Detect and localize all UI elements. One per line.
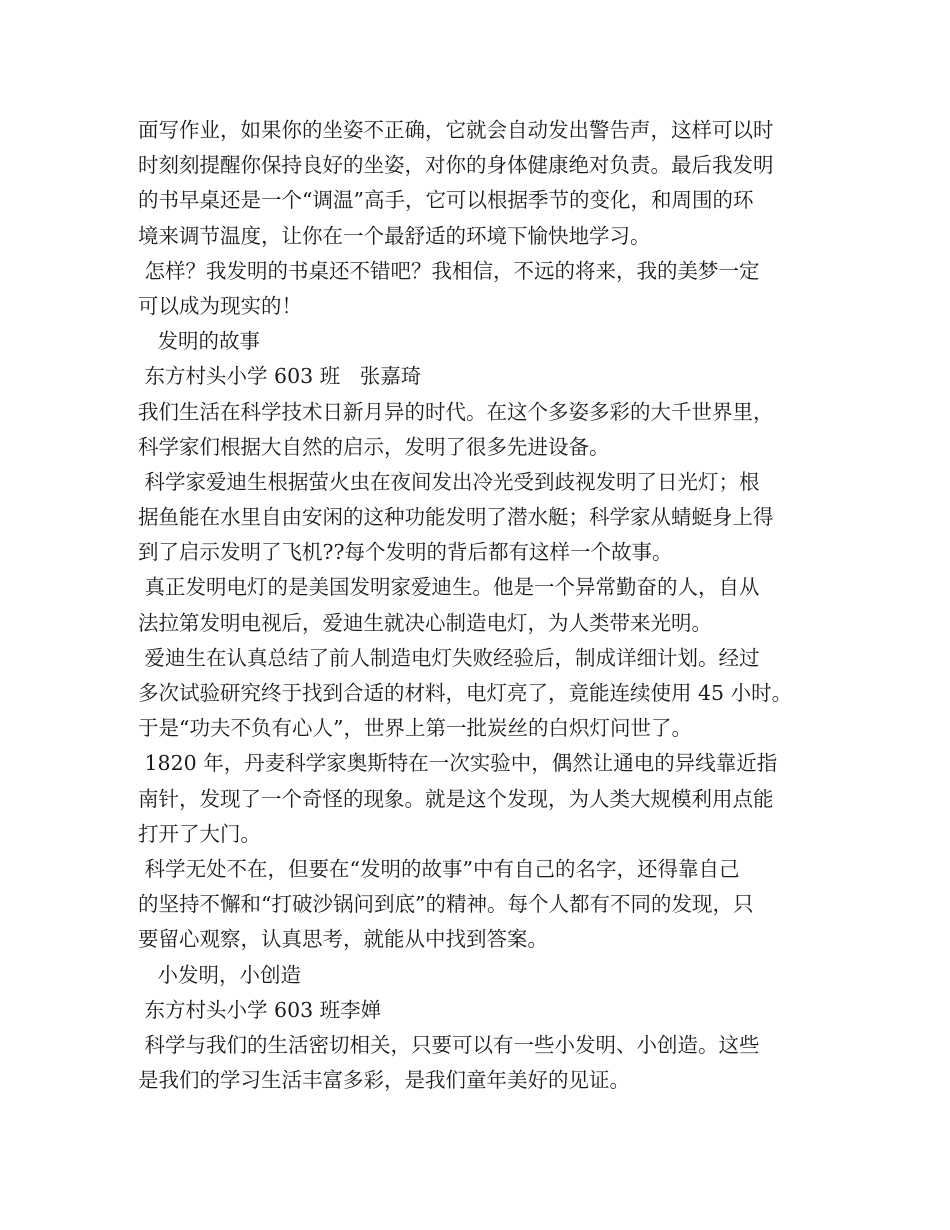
- text-line: 东方村头小学 603 班 张嘉琦: [138, 364, 422, 389]
- text-line: 境来调节温度，让你在一个最舒适的环境下愉快地学习。: [138, 223, 651, 248]
- text-line: 法拉第发明电视后，爱迪生就决心制造电灯，为人类带来光明。: [138, 610, 712, 635]
- text-line: 爱迪生在认真总结了前人制造电灯失败经验后，制成详细计划。经过: [138, 645, 760, 670]
- text-line: 的坚持不懈和“打破沙锅问到底”的精神。每个人都有不同的发现，只: [138, 892, 754, 917]
- text-line: 的书早桌还是一个“调温”高手，它可以根据季节的变化，和周围的环: [138, 188, 754, 213]
- text-line: 要留心观察，认真思考，就能从中找到答案。: [138, 927, 548, 952]
- text-line: 于是“功夫不负有心人”，世界上第一批炭丝的白炽灯问世了。: [138, 716, 692, 741]
- text-line: 南针，发现了一个奇怪的现象。就是这个发现，为人类大规模利用点能: [138, 786, 774, 811]
- text-line: 科学家们根据大自然的启示，发明了很多先进设备。: [138, 434, 610, 459]
- text-line: 1820 年，丹麦科学家奥斯特在一次实验中，偶然让通电的异线靠近指: [138, 751, 778, 776]
- text-line: 真正发明电灯的是美国发明家爱迪生。他是一个异常勤奋的人，自从: [138, 575, 760, 600]
- text-line: 据鱼能在水里自由安闲的这种功能发明了潜水艇；科学家从蜻蜓身上得: [138, 505, 774, 530]
- text-line: 发明的故事: [138, 329, 261, 354]
- text-line: 东方村头小学 603 班李婵: [138, 997, 382, 1022]
- text-line: 面写作业，如果你的坐姿不正确，它就会自动发出警告声，这样可以时: [138, 118, 774, 142]
- text-line: 科学无处不在，但要在“发明的故事”中有自己的名字，还得靠自己: [138, 856, 740, 881]
- text-line: 到了启示发明了飞机??每个发明的背后都有这样一个故事。: [138, 540, 673, 565]
- text-line: 科学与我们的生活密切相关，只要可以有一些小发明、小创造。这些: [138, 1032, 760, 1057]
- text-line: 科学家爱迪生根据萤火虫在夜间发出冷光受到歧视发明了日光灯；根: [138, 469, 760, 494]
- document-body: [138, 113, 828, 1098]
- text-line: 是我们的学习生活丰富多彩，是我们童年美好的见证。: [138, 1068, 630, 1093]
- text-line: 打开了大门。: [138, 821, 261, 846]
- text-line: 多次试验研究终于找到合适的材料，电灯亮了，竟能连续使用 45 小时。: [138, 681, 793, 705]
- text-line: 可以成为现实的！: [138, 293, 302, 318]
- text-line: 时刻刻提醒你保持良好的坐姿，对你的身体健康绝对负责。最后我发明: [138, 153, 774, 178]
- text-line: 我们生活在科学技术日新月异的时代。在这个多姿多彩的大千世界里，: [138, 399, 774, 424]
- text-line: 小发明，小创造: [138, 962, 302, 987]
- text-line: 怎样？我发明的书桌还不错吧？我相信，不远的将来，我的美梦一定: [138, 258, 760, 283]
